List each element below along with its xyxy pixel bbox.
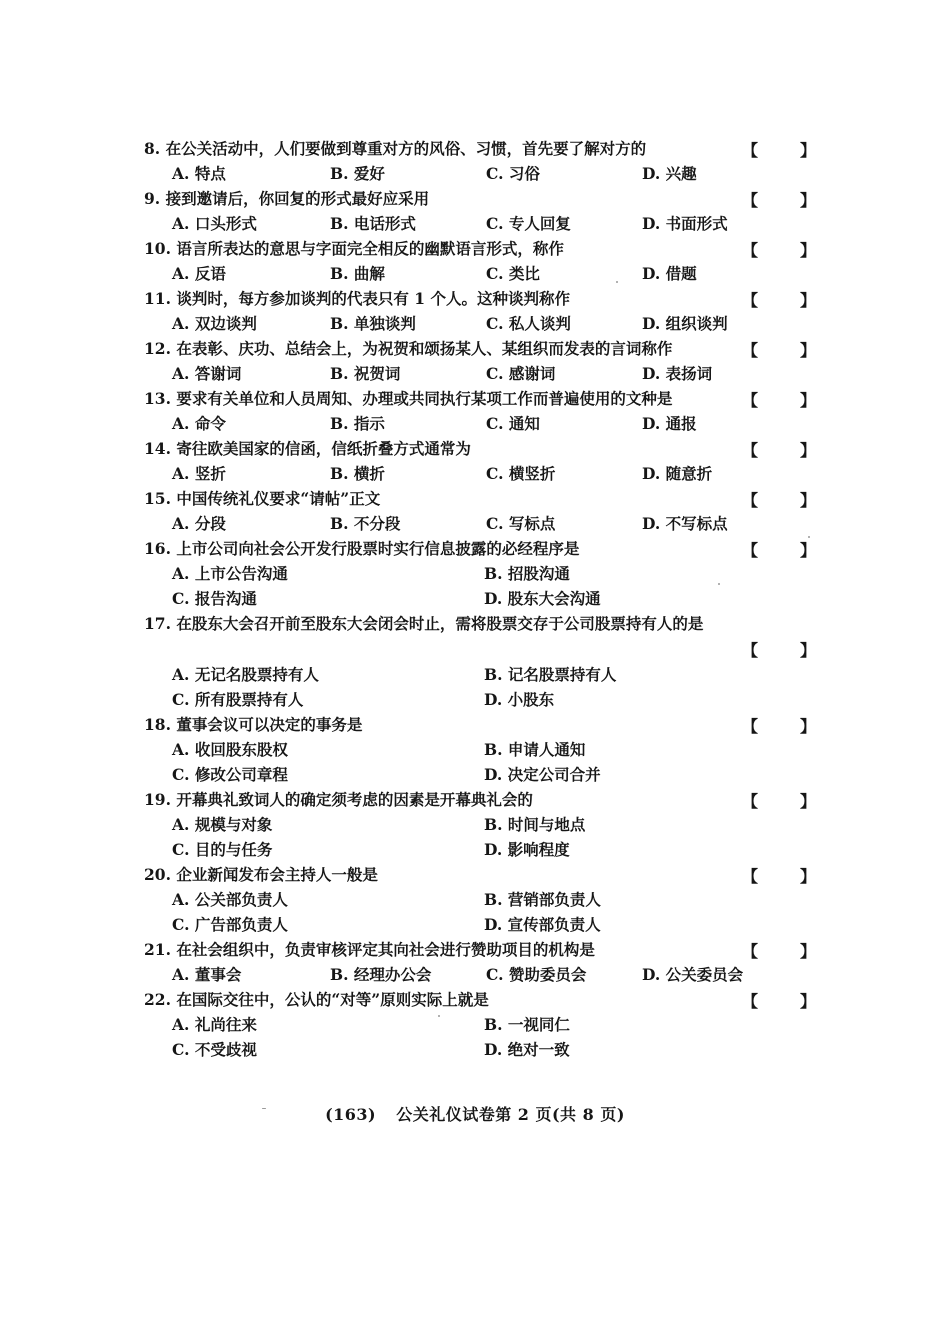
answer-option: D. 小股东	[484, 690, 555, 709]
answer-option: D. 表扬词	[642, 364, 713, 383]
option-row	[144, 837, 824, 862]
question-stem: 8. 在公关活动中，人们要做到尊重对方的风俗、习惯，首先要了解对方的	[144, 139, 647, 158]
answer-option: A. 公关部负责人	[172, 890, 288, 909]
bracket-right: 】	[800, 992, 817, 1011]
answer-option: D. 公关委员会	[642, 965, 744, 984]
question-stem: 21. 在社会组织中，负责审核评定其向社会进行赞助项目的机构是	[144, 940, 595, 959]
question-item	[144, 937, 824, 987]
answer-option: B. 祝贺词	[330, 364, 401, 383]
option-row	[144, 1012, 824, 1037]
option-row	[144, 662, 824, 687]
scan-speck	[718, 583, 720, 585]
question-item	[144, 236, 824, 286]
scan-speck	[808, 536, 810, 538]
bracket-right: 】	[800, 717, 817, 736]
answer-option: D. 借题	[642, 264, 697, 283]
answer-bracket	[742, 862, 817, 887]
option-row	[144, 586, 824, 611]
answer-option: B. 指示	[330, 414, 385, 433]
answer-option: C. 广告部负责人	[172, 915, 288, 934]
question-stem: 9. 接到邀请后，你回复的形式最好应采用	[144, 189, 430, 208]
question-stem: 11. 谈判时，每方参加谈判的代表只有 1 个人。这种谈判称作	[144, 289, 570, 308]
scan-speck	[262, 1108, 266, 1109]
question-stem-row	[144, 712, 824, 737]
bracket-left: 【	[742, 241, 759, 260]
answer-option: B. 横折	[330, 464, 385, 483]
answer-option: B. 单独谈判	[330, 314, 416, 333]
answer-bracket	[742, 636, 817, 661]
question-stem: 20. 企业新闻发布会主持人一般是	[144, 865, 378, 884]
question-item	[144, 186, 824, 236]
question-item	[144, 862, 824, 937]
answer-option: C. 所有股票持有人	[172, 690, 304, 709]
bracket-left: 【	[742, 867, 759, 886]
answer-option: A. 董事会	[172, 965, 242, 984]
answer-option: A. 双边谈判	[172, 314, 257, 333]
bracket-right: 】	[800, 541, 817, 560]
question-stem-row	[144, 136, 824, 161]
bracket-right: 】	[800, 341, 817, 360]
answer-option: B. 时间与地点	[484, 815, 586, 834]
scan-speck	[616, 281, 618, 283]
answer-option: A. 收回股东股权	[172, 740, 288, 759]
answer-option: C. 横竖折	[486, 464, 556, 483]
bracket-left: 【	[742, 641, 759, 660]
answer-option: D. 兴趣	[642, 164, 697, 183]
question-stem-row	[144, 386, 824, 411]
option-row	[144, 461, 824, 486]
answer-option: D. 组织谈判	[642, 314, 728, 333]
bracket-left: 【	[742, 942, 759, 961]
answer-option: C. 习俗	[486, 164, 540, 183]
question-stem-row	[144, 536, 824, 561]
answer-option: C. 赞助委员会	[486, 965, 587, 984]
answer-option: C. 类比	[486, 264, 540, 283]
answer-option: A. 无记名股票持有人	[172, 665, 319, 684]
page-footer	[0, 1102, 950, 1125]
answer-option: A. 口头形式	[172, 214, 257, 233]
answer-option: A. 礼尚往来	[172, 1015, 257, 1034]
answer-bracket	[742, 386, 817, 411]
bracket-right: 】	[800, 441, 817, 460]
answer-option: D. 股东大会沟通	[484, 589, 601, 608]
question-item	[144, 136, 824, 186]
bracket-right: 】	[800, 391, 817, 410]
question-item	[144, 286, 824, 336]
bracket-right: 】	[800, 491, 817, 510]
answer-option: B. 营销部负责人	[484, 890, 601, 909]
answer-bracket-row	[144, 636, 824, 662]
question-item	[144, 987, 824, 1062]
answer-bracket	[742, 436, 817, 461]
question-stem-row	[144, 787, 824, 812]
answer-bracket	[742, 712, 817, 737]
option-row	[144, 1037, 824, 1062]
question-item	[144, 386, 824, 436]
question-stem: 18. 董事会议可以决定的事务是	[144, 715, 363, 734]
question-stem: 14. 寄往欧美国家的信函，信纸折叠方式通常为	[144, 439, 471, 458]
bracket-right: 】	[800, 867, 817, 886]
answer-option: D. 宣传部负责人	[484, 915, 601, 934]
bracket-left: 【	[742, 441, 759, 460]
footer-page-info: 公关礼仪试卷第 2 页(共 8 页)	[396, 1105, 625, 1124]
bracket-right: 】	[800, 241, 817, 260]
answer-option: B. 曲解	[330, 264, 385, 283]
answer-bracket	[742, 286, 817, 311]
answer-option: B. 记名股票持有人	[484, 665, 617, 684]
answer-option: D. 影响程度	[484, 840, 570, 859]
answer-bracket	[742, 186, 817, 211]
answer-option: C. 目的与任务	[172, 840, 273, 859]
question-list	[144, 136, 824, 1062]
answer-option: C. 感谢词	[486, 364, 556, 383]
bracket-left: 【	[742, 717, 759, 736]
question-stem-row	[144, 436, 824, 461]
answer-bracket	[742, 236, 817, 261]
question-item	[144, 436, 824, 486]
answer-option: D. 随意折	[642, 464, 713, 483]
option-row	[144, 161, 824, 186]
answer-option: D. 不写标点	[642, 514, 728, 533]
option-row	[144, 561, 824, 586]
answer-option: A. 上市公告沟通	[172, 564, 288, 583]
answer-bracket	[742, 937, 817, 962]
answer-bracket	[742, 987, 817, 1012]
option-row	[144, 411, 824, 436]
bracket-left: 【	[742, 992, 759, 1011]
bracket-left: 【	[742, 341, 759, 360]
bracket-left: 【	[742, 191, 759, 210]
answer-option: A. 规模与对象	[172, 815, 273, 834]
bracket-right: 】	[800, 291, 817, 310]
bracket-left: 【	[742, 141, 759, 160]
option-row	[144, 211, 824, 236]
answer-option: A. 特点	[172, 164, 226, 183]
option-row	[144, 887, 824, 912]
question-item	[144, 536, 824, 611]
answer-option: C. 报告沟通	[172, 589, 257, 608]
option-row	[144, 511, 824, 536]
answer-option: D. 决定公司合并	[484, 765, 601, 784]
answer-option: A. 分段	[172, 514, 226, 533]
question-stem-row	[144, 286, 824, 311]
answer-option: B. 一视同仁	[484, 1015, 570, 1034]
answer-bracket	[742, 486, 817, 511]
question-stem-row	[144, 611, 824, 636]
option-row	[144, 962, 824, 987]
answer-option: C. 私人谈判	[486, 314, 571, 333]
question-item	[144, 336, 824, 386]
answer-option: D. 通报	[642, 414, 697, 433]
option-row	[144, 912, 824, 937]
bracket-left: 【	[742, 541, 759, 560]
answer-option: A. 竖折	[172, 464, 226, 483]
answer-option: B. 爱好	[330, 164, 385, 183]
option-row	[144, 762, 824, 787]
question-stem: 15. 中国传统礼仪要求“请帖”正文	[144, 489, 381, 508]
answer-option: B. 招股沟通	[484, 564, 570, 583]
footer-paper-number: (163)	[325, 1105, 377, 1124]
answer-option: A. 命令	[172, 414, 226, 433]
question-stem: 10. 语言所表达的意思与字面完全相反的幽默语言形式，称作	[144, 239, 564, 258]
bracket-left: 【	[742, 291, 759, 310]
question-stem: 12. 在表彰、庆功、总结会上，为祝贺和颂扬某人、某组织而发表的言词称作	[144, 339, 673, 358]
bracket-right: 】	[800, 792, 817, 811]
answer-bracket	[742, 336, 817, 361]
answer-option: B. 申请人通知	[484, 740, 586, 759]
bracket-left: 【	[742, 792, 759, 811]
bracket-left: 【	[742, 491, 759, 510]
answer-bracket	[742, 136, 817, 161]
question-stem-row	[144, 186, 824, 211]
answer-option: A. 答谢词	[172, 364, 242, 383]
answer-option: C. 写标点	[486, 514, 556, 533]
question-stem: 22. 在国际交往中，公认的“对等”原则实际上就是	[144, 990, 489, 1009]
answer-option: B. 电话形式	[330, 214, 416, 233]
question-stem-row	[144, 236, 824, 261]
answer-option: D. 绝对一致	[484, 1040, 570, 1059]
question-stem-row	[144, 862, 824, 887]
question-stem: 16. 上市公司向社会公开发行股票时实行信息披露的必经程序是	[144, 539, 580, 558]
question-stem-row	[144, 486, 824, 511]
question-stem: 19. 开幕典礼致词人的确定须考虑的因素是开幕典礼会的	[144, 790, 533, 809]
question-stem-row	[144, 987, 824, 1012]
option-row	[144, 687, 824, 712]
answer-option: C. 不受歧视	[172, 1040, 257, 1059]
question-item	[144, 787, 824, 862]
bracket-right: 】	[800, 141, 817, 160]
scan-speck	[438, 1015, 440, 1017]
option-row	[144, 261, 824, 286]
answer-option: A. 反语	[172, 264, 226, 283]
answer-option: D. 书面形式	[642, 214, 728, 233]
option-row	[144, 361, 824, 386]
option-row	[144, 311, 824, 336]
option-row	[144, 812, 824, 837]
answer-option: C. 通知	[486, 414, 540, 433]
answer-option: C. 修改公司章程	[172, 765, 288, 784]
question-item	[144, 712, 824, 787]
question-stem-row	[144, 937, 824, 962]
answer-option: B. 不分段	[330, 514, 401, 533]
question-stem: 13. 要求有关单位和人员周知、办理或共同执行某项工作而普遍使用的文种是	[144, 389, 673, 408]
question-stem: 17. 在股东大会召开前至股东大会闭会时止，需将股票交存于公司股票持有人的是	[144, 614, 704, 633]
bracket-right: 】	[800, 641, 817, 660]
answer-option: B. 经理办公会	[330, 965, 432, 984]
option-row	[144, 737, 824, 762]
answer-bracket	[742, 787, 817, 812]
question-stem-row	[144, 336, 824, 361]
bracket-right: 】	[800, 191, 817, 210]
question-item	[144, 486, 824, 536]
answer-bracket	[742, 536, 817, 561]
question-item	[144, 611, 824, 712]
bracket-left: 【	[742, 391, 759, 410]
answer-option: C. 专人回复	[486, 214, 571, 233]
bracket-right: 】	[800, 942, 817, 961]
